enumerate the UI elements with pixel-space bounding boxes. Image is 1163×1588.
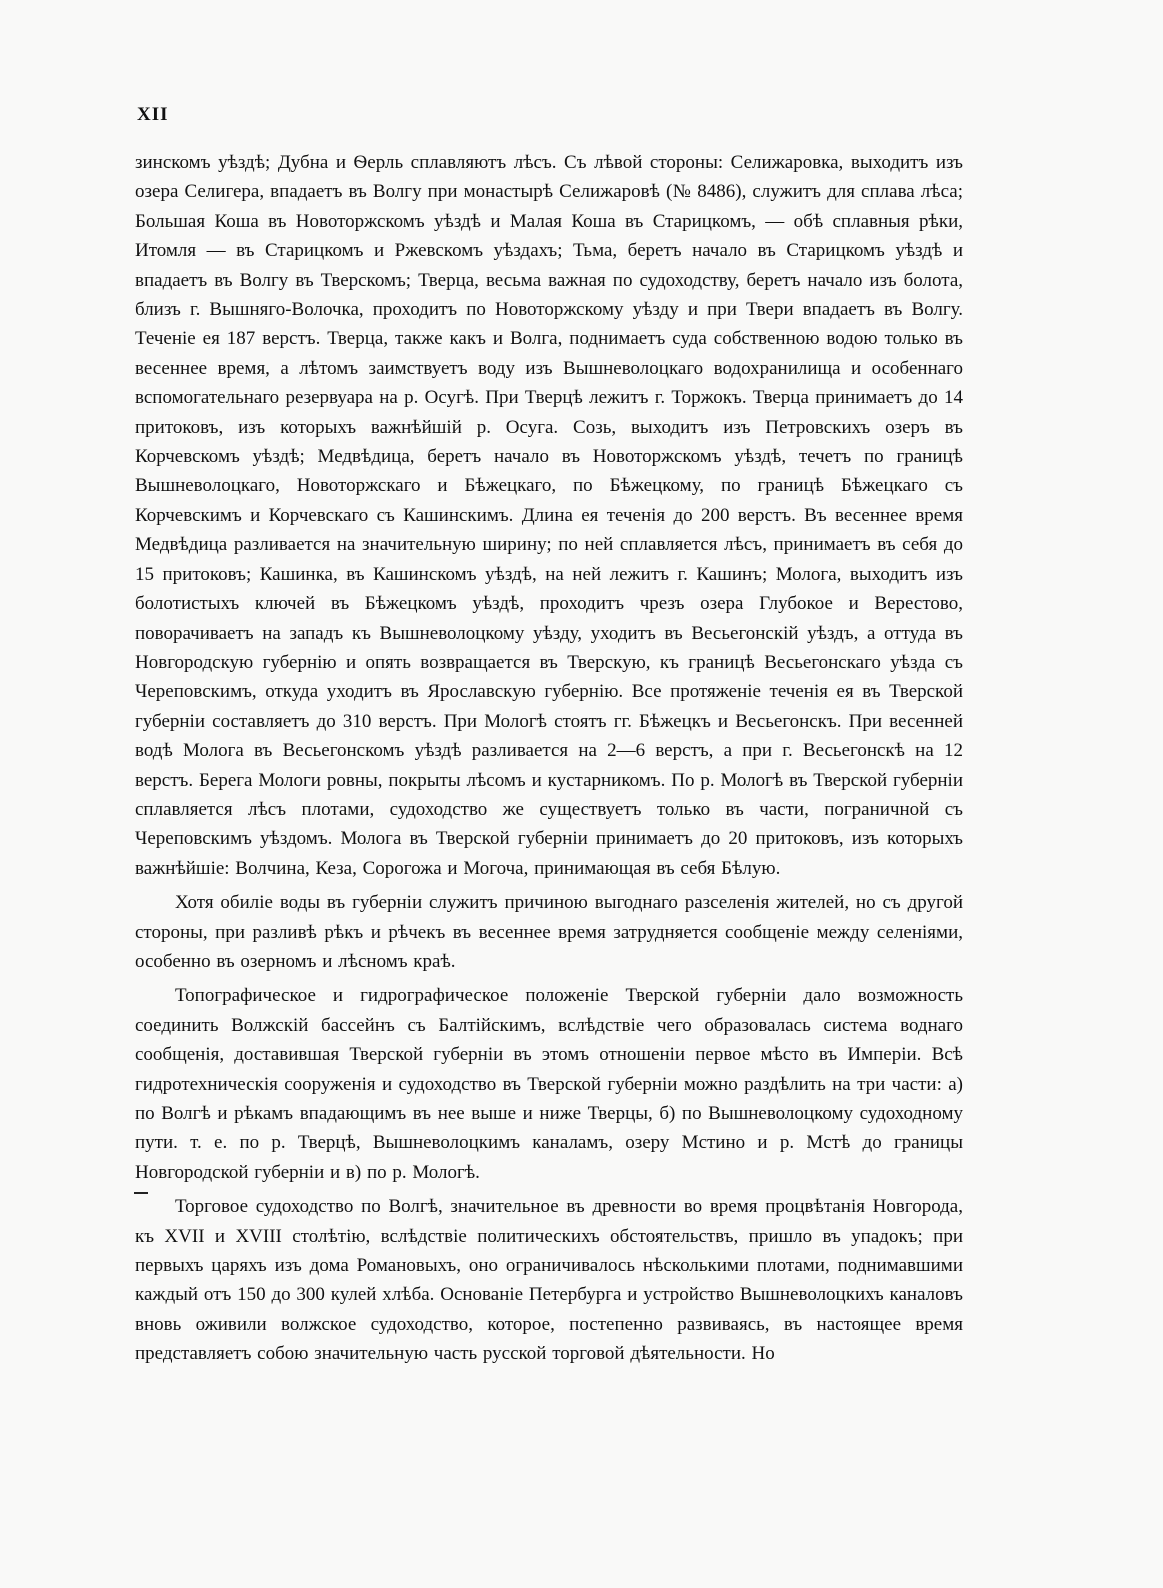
page-number: XII (137, 104, 169, 125)
paragraph-trade-shipping: Торговое судоходство по Волгѣ, значительное въ древности во время процвѣтанія Новгорода, къ XVII и XVIII столѣтію, вслѣдствіе политическихъ обстоятельствъ, пришло въ упадокъ; при первыхъ царяхъ изъ дома Романовыхъ, оно ограничивалось нѣсколькими плотами, поднимавшими каждый отъ 150 до 300 кулей хлѣба. Основаніе Петербурга и устройство Вышневолоцкихъ каналовъ вновь оживили волжское судоходство, которое, постепенно развиваясь, въ настоящее время представляетъ собою значительную часть русской торговой дѣятельности. Но (135, 1196, 963, 1365)
margin-mark (134, 1192, 148, 1194)
paragraph-rivers: зинскомъ уѣздѣ; Дубна и Ѳерль сплавляютъ лѣсъ. Съ лѣвой стороны: Селижаровка, выходитъ изъ озера Селигера, впадаетъ въ Волгу при монастырѣ Селижаровѣ (№ 8486), служитъ для сплава лѣса; Большая Коша въ Новоторжскомъ уѣздѣ и Малая Коша въ Старицкомъ, — обѣ сплавныя рѣки, Итомля — въ Старицкомъ и Ржевскомъ уѣздахъ; Тьма, беретъ начало въ Старицкомъ уѣздѣ и впадаетъ въ Волгу въ Тверскомъ; Тверца, весьма важная по судоходству, беретъ начало изъ болота, близъ г. Вышняго-Волочка, проходитъ по Новоторжскому уѣзду и при Твери впадаетъ въ Волгу. Теченіе ея 187 верстъ. Тверца, также какъ и Волга, поднимаетъ суда собственною водою только въ весеннее время, а лѣтомъ заимствуетъ воду изъ Вышневолоцкаго водохранилища и особеннаго вспомогательнаго резервуара на р. Осугѣ. При Тверцѣ лежитъ г. Торжокъ. Тверца принимаетъ до 14 притоковъ, изъ которыхъ важнѣйшій р. Осуга. Созь, выходитъ изъ Петровскихъ озеръ въ Корчевскомъ уѣздѣ; Медвѣдица, беретъ начало въ Новоторжскомъ уѣздѣ, течетъ по границѣ Вышневолоцкаго, Новоторжскаго и Бѣжецкаго, по Бѣжецкому, по границѣ Бѣжецкаго съ Корчевскимъ и Корчевскаго съ Кашинскимъ. Длина ея теченія до 200 верстъ. Въ весеннее время Медвѣдица разливается на значительную ширину; по ней сплавляется лѣсъ, принимаетъ въ себя до 15 притоковъ; Кашинка, въ Кашинскомъ уѣздѣ, на ней лежитъ г. Кашинъ; Молога, выходитъ изъ болотистыхъ ключей въ Бѣжецкомъ уѣздѣ, проходитъ чрезъ озера Глубокое и Верестово, поворачиваетъ на западъ къ Вышневолоцкому уѣзду, уходитъ въ Весьегонскій уѣздъ, а оттуда въ Новгородскую губернію и опять возвращается въ Тверскую, къ границѣ Весьегонскаго уѣзда съ Череповскимъ, откуда уходитъ въ Ярославскую губернію. Все протяженіе теченія ея въ Тверской губерніи составляетъ до 310 верстъ. При Мологѣ стоятъ гг. Бѣжецкъ и Весьегонскъ. При весенней водѣ Молога въ Весьегонскомъ уѣздѣ разливается на 2—6 верстъ, а при г. Весьегонскѣ на 12 верстъ. Берега Мологи ровны, покрыты лѣсомъ и кустарникомъ. По р. Мологѣ въ Тверской губерніи сплавляется лѣсъ плотами, судоходство же существуетъ только въ части, пограничной съ Череповскимъ уѣздомъ. Молога въ Тверской губерніи принимаетъ до 20 притоковъ, изъ которыхъ важнѣйшіе: Волчина, Кеза, Сорогожа и Могоча, принимающая въ себя Бѣлую. (135, 152, 963, 879)
body-text (135, 148, 963, 1369)
paragraph-water-system: Топографическое и гидрографическое положеніе Тверской губерніи дало возможность соединить Волжскій бассейнъ съ Балтійскимъ, вслѣдствіе чего образовалась система воднаго сообщенія, доставившая Тверской губерніи въ этомъ отношеніи первое мѣсто въ Имперіи. Всѣ гидротехническія сооруженія и судоходство въ Тверской губерніи можно раздѣлить на три части: а) по Волгѣ и рѣкамъ впадающимъ въ нее выше и ниже Тверцы, б) по Вышневолоцкому судоходному пути. т. е. по р. Тверцѣ, Вышневолоцкимъ каналамъ, озеру Мстино и р. Мстѣ до границы Новгородской губерніи и в) по р. Мологѣ. (135, 985, 963, 1183)
paragraph-flooding: Хотя обиліе воды въ губерніи служитъ причиною выгоднаго разселенія жителей, но съ другой стороны, при разливѣ рѣкъ и рѣчекъ въ весеннее время затрудняется сообщеніе между селеніями, особенно въ озерномъ и лѣсномъ краѣ. (135, 892, 963, 972)
